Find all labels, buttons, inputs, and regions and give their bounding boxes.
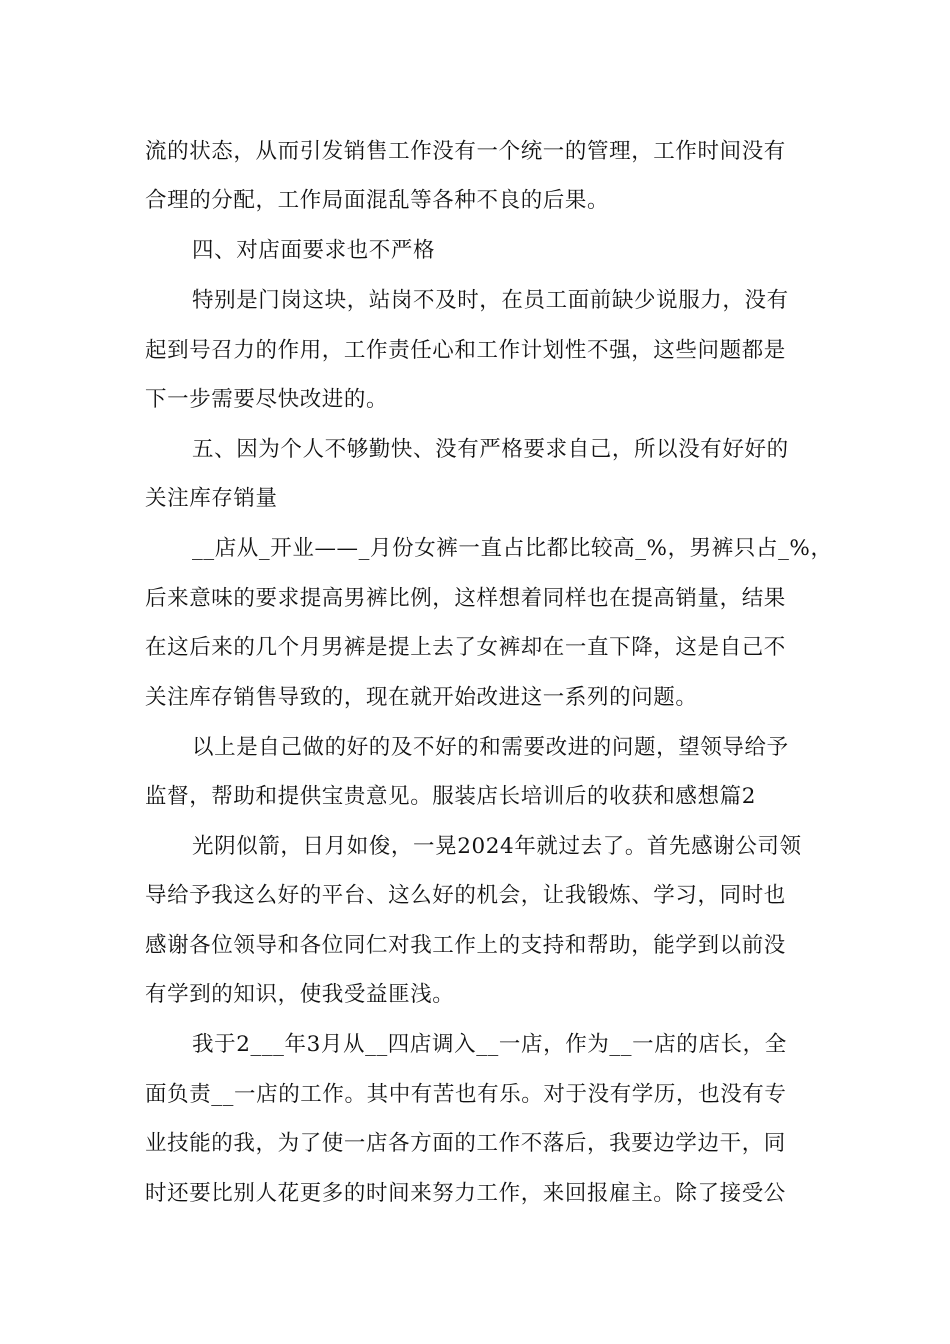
text-line: 以上是自己做的好的及不好的和需要改进的问题，望领导给予	[192, 735, 789, 760]
text-line: 起到号召力的作用，工作责任心和工作计划性不强，这些问题都是	[145, 338, 786, 363]
text-line: __店从_开业——_月份女裤一直占比都比较高_%，男裤只占_%，	[192, 536, 833, 561]
text-line: 有学到的知识，使我受益匪浅。	[145, 982, 455, 1007]
section-heading: 四、对店面要求也不严格	[192, 238, 436, 263]
text-line: 合理的分配，工作局面混乱等各种不良的后果。	[145, 188, 610, 213]
text-line: 面负责__一店的工作。其中有苦也有乐。对于没有学历，也没有专	[145, 1082, 787, 1107]
text-line: 时还要比别人花更多的时间来努力工作，来回报雇主。除了接受公	[145, 1181, 786, 1206]
text-line: 感谢各位领导和各位同仁对我工作上的支持和帮助，能学到以前没	[145, 933, 786, 958]
text-line: 导给予我这么好的平台、这么好的机会，让我锻炼、学习，同时也	[145, 883, 786, 908]
text-line: 在这后来的几个月男裤是提上去了女裤却在一直下降，这是自己不	[145, 635, 786, 660]
text-line: 关注库存销售导致的，现在就开始改进这一系列的问题。	[145, 685, 698, 710]
text-line: 业技能的我，为了使一店各方面的工作不落后，我要边学边干，同	[145, 1131, 786, 1156]
text-line: 下一步需要尽快改进的。	[145, 387, 389, 412]
text-line: 监督，帮助和提供宝贵意见。服装店长培训后的收获和感想篇2	[145, 784, 756, 809]
text-line: 我于2___年3月从__四店调入__一店，作为__一店的店长，全	[192, 1032, 787, 1057]
text-line: 特别是门岗这块，站岗不及时，在员工面前缺少说服力，没有	[192, 288, 789, 313]
text-line: 后来意味的要求提高男裤比例，这样想着同样也在提高销量，结果	[145, 586, 786, 611]
text-line: 流的状态，从而引发销售工作没有一个统一的管理，工作时间没有	[145, 139, 786, 164]
section-heading: 关注库存销量	[145, 486, 278, 511]
text-line: 光阴似箭，日月如俊，一晃2024年就过去了。首先感谢公司领	[192, 834, 802, 859]
section-heading: 五、因为个人不够勤快、没有严格要求自己，所以没有好好的	[192, 437, 789, 462]
